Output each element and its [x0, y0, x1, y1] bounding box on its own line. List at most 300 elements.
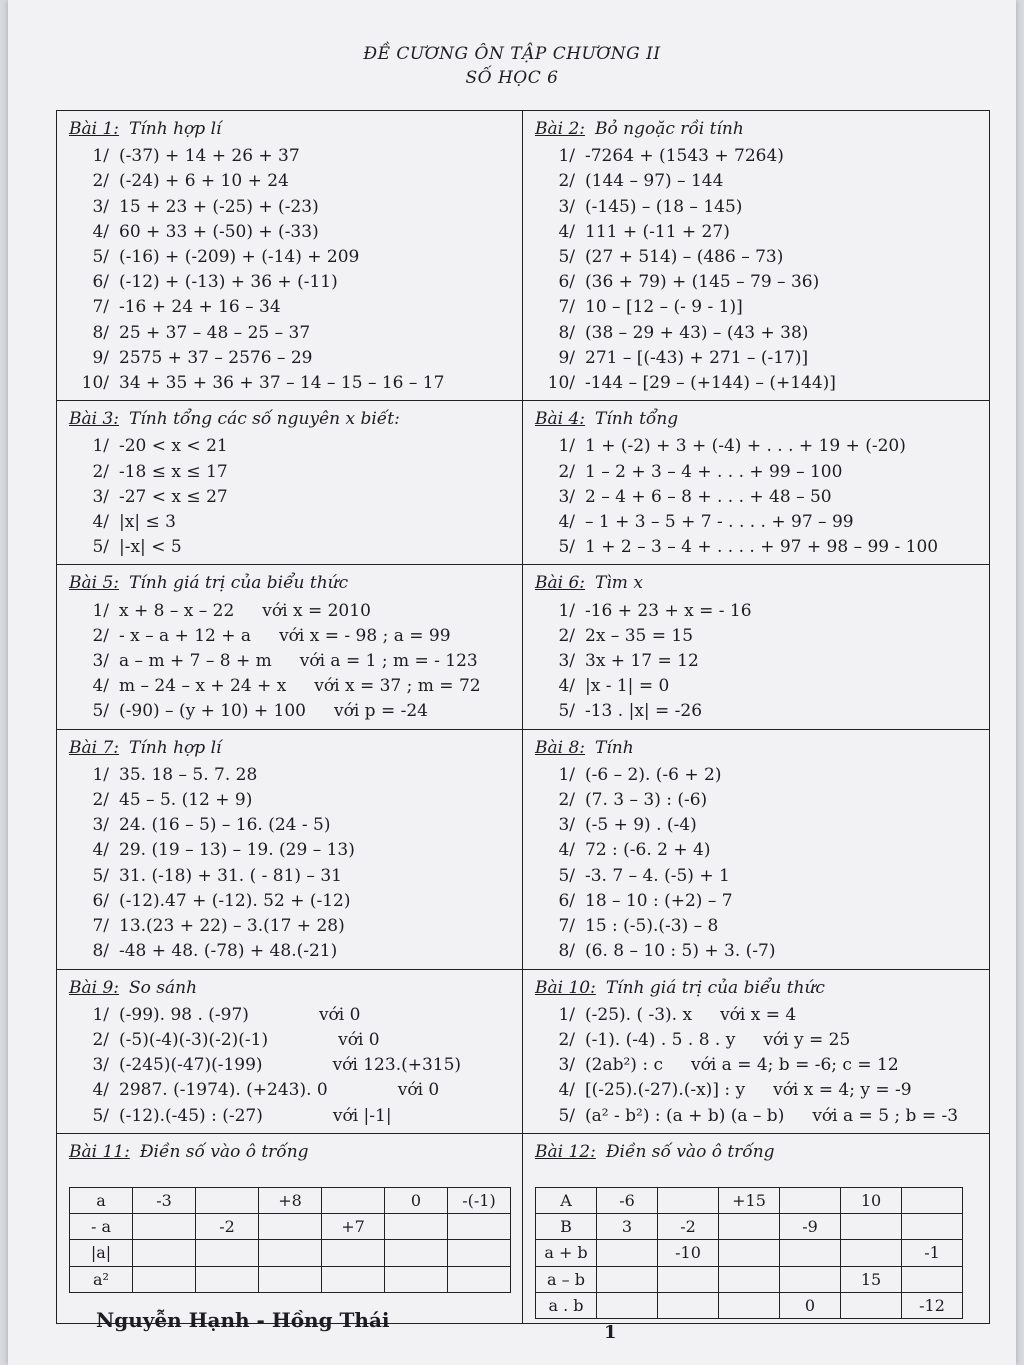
- problem-item: [535, 649, 979, 674]
- problem-item: [69, 1053, 512, 1078]
- problem-number: 2/: [558, 625, 575, 646]
- exercise-title: Tính: [595, 737, 634, 758]
- problem-expression: [119, 245, 512, 270]
- problem-condition: với x = 2010: [262, 600, 371, 621]
- problem-item: [69, 371, 512, 396]
- problem-number: 1/: [558, 146, 575, 167]
- expression-text: 10 – [12 – (- 9 - 1)]: [585, 297, 743, 318]
- answer-cell[interactable]: [658, 1266, 719, 1292]
- expression-text: 2 – 4 + 6 – 8 + . . . + 48 – 50: [585, 486, 832, 507]
- problem-expression: [119, 1078, 512, 1103]
- answer-cell: +7: [322, 1214, 385, 1240]
- problem-expression: [119, 535, 512, 560]
- problem-number: 1/: [558, 600, 575, 621]
- answer-cell: 0: [780, 1292, 841, 1318]
- exercise-10: [523, 970, 989, 1133]
- expression-text: 60 + 33 + (-50) + (-33): [119, 221, 319, 242]
- expression-text: -16 + 24 + 16 – 34: [119, 297, 281, 318]
- expression-text: (-12).(-45) : (-27): [119, 1105, 263, 1126]
- problem-expression: [119, 864, 512, 889]
- exercise-heading: [69, 571, 512, 596]
- exercise-3: [57, 401, 523, 564]
- problem-number: 5/: [92, 537, 109, 558]
- exercise-12: [523, 1134, 989, 1323]
- problem-number: 9/: [558, 347, 575, 368]
- table-row: [536, 1214, 963, 1240]
- expression-text: 35. 18 – 5. 7. 28: [119, 764, 258, 785]
- exercise-title: Bỏ ngoặc rồi tính: [595, 119, 744, 139]
- problem-item: [69, 1078, 512, 1103]
- answer-cell[interactable]: [196, 1240, 259, 1266]
- exercise-title: Điền số vào ô trống: [605, 1141, 775, 1162]
- expression-text: (-25). ( -3). x: [585, 1004, 693, 1025]
- problem-expression: [119, 649, 512, 674]
- expression-text: 24. (16 – 5) – 16. (24 - 5): [119, 815, 331, 836]
- problem-number: 8/: [92, 322, 109, 343]
- problem-item: [69, 460, 512, 485]
- problem-number: 8/: [92, 941, 109, 962]
- problem-number: 3/: [92, 196, 109, 217]
- exercise-title: Tính giá trị của biểu thức: [129, 573, 349, 594]
- answer-cell: -1: [902, 1240, 963, 1266]
- answer-cell[interactable]: [259, 1240, 322, 1266]
- problem-item: [535, 763, 979, 788]
- problem-expression: [585, 169, 979, 194]
- problem-number: 1/: [92, 146, 109, 167]
- problem-item: [535, 485, 979, 510]
- expression-text: (2ab²) : c: [585, 1055, 663, 1076]
- exercise-heading: [69, 117, 512, 142]
- problem-condition: với a = 5 ; b = -3: [812, 1105, 959, 1126]
- answer-cell[interactable]: [902, 1187, 963, 1213]
- table-row: [536, 1240, 963, 1266]
- answer-cell[interactable]: [658, 1187, 719, 1213]
- exercise-row: [57, 400, 989, 564]
- problem-item: [535, 624, 979, 649]
- expression-text: -16 + 23 + x = - 16: [585, 600, 752, 621]
- answer-cell[interactable]: [448, 1240, 511, 1266]
- problem-number: 4/: [558, 840, 575, 861]
- problem-item: [535, 346, 979, 371]
- expression-text: |x - 1| = 0: [585, 676, 670, 697]
- exercise-label: Bài 6:: [535, 573, 586, 594]
- problem-item: [535, 270, 979, 295]
- expression-text: 271 – [(-43) + 271 – (-17)]: [585, 347, 809, 368]
- expression-text: 2987. (-1974). (+243). 0: [119, 1080, 328, 1101]
- problem-number: 4/: [558, 512, 575, 533]
- exercise-1: [57, 111, 523, 400]
- problem-number: 5/: [92, 1105, 109, 1126]
- problem-expression: [585, 939, 979, 964]
- problem-item: [69, 220, 512, 245]
- answer-cell[interactable]: [719, 1266, 780, 1292]
- problem-expression: [585, 599, 979, 624]
- problem-number: 5/: [558, 247, 575, 268]
- problem-expression: [119, 1003, 512, 1028]
- answer-cell[interactable]: [259, 1214, 322, 1240]
- expression-text: x + 8 – x – 22: [119, 600, 235, 621]
- problem-condition: với p = -24: [334, 701, 428, 722]
- problem-condition: với y = 25: [763, 1029, 851, 1050]
- problem-expression: [119, 485, 512, 510]
- expression-text: (-37) + 14 + 26 + 37: [119, 146, 300, 167]
- problem-number: 8/: [558, 322, 575, 343]
- exercise-11: [57, 1134, 523, 1323]
- exercise-row: [57, 564, 989, 728]
- answer-cell: 3: [597, 1214, 658, 1240]
- problem-number: 1/: [92, 1004, 109, 1025]
- problem-number: 5/: [558, 1105, 575, 1126]
- exercise-title: Điền số vào ô trống: [139, 1141, 309, 1162]
- answer-cell[interactable]: [196, 1266, 259, 1292]
- problem-item: [535, 371, 979, 396]
- expression-text: -13 . |x| = -26: [585, 701, 703, 722]
- problem-number: 3/: [92, 651, 109, 672]
- expression-text: (-99). 98 . (-97): [119, 1004, 249, 1025]
- problem-expression: [119, 1053, 512, 1078]
- problem-number: 6/: [558, 272, 575, 293]
- answer-cell[interactable]: [841, 1240, 902, 1266]
- problem-item: [69, 788, 512, 813]
- expression-text: -18 ≤ x ≤ 17: [119, 461, 228, 482]
- problem-expression: [119, 788, 512, 813]
- answer-cell[interactable]: [780, 1187, 841, 1213]
- expression-text: (-1). (-4) . 5 . 8 . y: [585, 1029, 736, 1050]
- problem-number: 5/: [558, 865, 575, 886]
- expression-text: 3x + 17 = 12: [585, 651, 699, 672]
- problem-expression: [119, 270, 512, 295]
- exercise-heading: [535, 736, 979, 761]
- expression-text: (-245)(-47)(-199): [119, 1055, 263, 1076]
- problem-item: [69, 346, 512, 371]
- problem-item: [69, 195, 512, 220]
- answer-cell[interactable]: [133, 1214, 196, 1240]
- problem-expression: [119, 624, 512, 649]
- problem-number: 6/: [92, 890, 109, 911]
- worksheet-page: [8, 0, 1016, 1365]
- problem-number: 2/: [558, 790, 575, 811]
- problem-condition: với x = 37 ; m = 72: [314, 676, 481, 697]
- exercise-label: Bài 9:: [69, 977, 120, 998]
- problem-item: [69, 295, 512, 320]
- expression-text: (27 + 514) – (486 – 73): [585, 247, 784, 268]
- problem-number: 3/: [92, 1055, 109, 1076]
- exercise-heading: [69, 407, 512, 432]
- problem-expression: [585, 220, 979, 245]
- problem-expression: [585, 1028, 979, 1053]
- answer-cell: 0: [385, 1187, 448, 1213]
- problem-item: [69, 699, 512, 724]
- exercise-heading: [535, 1140, 979, 1165]
- problem-number: 3/: [558, 486, 575, 507]
- answer-cell: -6: [597, 1187, 658, 1213]
- problem-number: 2/: [92, 461, 109, 482]
- expression-text: -3. 7 – 4. (-5) + 1: [585, 865, 730, 886]
- problem-number: 5/: [558, 701, 575, 722]
- problem-number: 3/: [92, 815, 109, 836]
- expression-text: -20 < x < 21: [119, 436, 228, 457]
- exercise-heading: [535, 976, 979, 1001]
- problem-expression: [585, 763, 979, 788]
- expression-text: 25 + 37 – 48 – 25 – 37: [119, 322, 311, 343]
- answer-cell: -2: [196, 1214, 259, 1240]
- problem-item: [69, 813, 512, 838]
- problem-item: [535, 460, 979, 485]
- answer-cell[interactable]: [322, 1187, 385, 1213]
- answer-cell[interactable]: [385, 1214, 448, 1240]
- problem-item: [535, 813, 979, 838]
- answer-cell: -9: [780, 1214, 841, 1240]
- problem-expression: [585, 838, 979, 863]
- problem-item: [535, 169, 979, 194]
- expression-text: |x| ≤ 3: [119, 512, 176, 533]
- problem-number: 2/: [558, 461, 575, 482]
- problem-number: 3/: [558, 651, 575, 672]
- authors: Nguyễn Hạnh - Hồng Thái: [96, 1308, 390, 1332]
- problem-item: [535, 939, 979, 964]
- problem-number: 7/: [558, 916, 575, 937]
- problem-expression: [585, 674, 979, 699]
- answer-cell[interactable]: [841, 1214, 902, 1240]
- exercise-label: Bài 3:: [69, 409, 120, 430]
- exercise-row: [57, 1133, 989, 1323]
- problem-expression: [585, 1078, 979, 1103]
- answer-cell[interactable]: [719, 1292, 780, 1318]
- problem-number: 9/: [92, 347, 109, 368]
- expression-text: (-5)(-4)(-3)(-2)(-1): [119, 1029, 269, 1050]
- problem-number: 1/: [92, 600, 109, 621]
- answer-cell: -10: [658, 1240, 719, 1266]
- exercise-heading: [535, 407, 979, 432]
- table-row: [70, 1187, 511, 1213]
- exercise-title: Tìm x: [595, 573, 643, 594]
- exercise-label: Bài 12:: [535, 1141, 596, 1162]
- problem-expression: [585, 649, 979, 674]
- answer-cell: -2: [658, 1214, 719, 1240]
- problem-number: 1/: [558, 764, 575, 785]
- problem-item: [69, 624, 512, 649]
- document-subtitle: SỐ HỌC 6: [465, 68, 559, 88]
- problem-item: [69, 144, 512, 169]
- problem-expression: [585, 914, 979, 939]
- exercise-title: So sánh: [129, 977, 198, 998]
- row-header-cell: a²: [70, 1266, 133, 1292]
- problem-expression: [585, 699, 979, 724]
- exercise-label: Bài 1:: [69, 119, 120, 139]
- exercise-7: [57, 730, 523, 969]
- problem-number: 8/: [558, 941, 575, 962]
- answer-cell[interactable]: [902, 1266, 963, 1292]
- problem-number: 4/: [92, 676, 109, 697]
- answer-cell[interactable]: [597, 1266, 658, 1292]
- document-title: ĐỀ CƯƠNG ÔN TẬP CHƯƠNG II: [363, 44, 661, 64]
- answer-cell[interactable]: [780, 1240, 841, 1266]
- expression-text: 45 – 5. (12 + 9): [119, 790, 253, 811]
- problem-item: [69, 270, 512, 295]
- problem-expression: [119, 460, 512, 485]
- problem-number: 4/: [92, 512, 109, 533]
- problem-number: 1/: [92, 436, 109, 457]
- problem-number: 3/: [558, 1055, 575, 1076]
- problem-item: [69, 169, 512, 194]
- problem-expression: [585, 1003, 979, 1028]
- table-row: [536, 1187, 963, 1213]
- problem-number: 3/: [92, 486, 109, 507]
- answer-cell[interactable]: [597, 1292, 658, 1318]
- problem-item: [69, 838, 512, 863]
- problem-item: [535, 1053, 979, 1078]
- row-header-cell: |a|: [70, 1240, 133, 1266]
- answer-cell[interactable]: [385, 1240, 448, 1266]
- problem-expression: [119, 1104, 512, 1129]
- answer-cell[interactable]: [196, 1187, 259, 1213]
- problem-item: [535, 321, 979, 346]
- table-row: [536, 1266, 963, 1292]
- problem-number: 5/: [92, 701, 109, 722]
- answer-cell[interactable]: [322, 1240, 385, 1266]
- expression-text: -7264 + (1543 + 7264): [585, 146, 784, 167]
- exercise-label: Bài 10:: [535, 977, 596, 998]
- exercise-4: [523, 401, 989, 564]
- expression-text: -48 + 48. (-78) + 48.(-21): [119, 941, 338, 962]
- problem-expression: [585, 535, 979, 560]
- answer-cell[interactable]: [719, 1214, 780, 1240]
- expression-text: 15 : (-5).(-3) – 8: [585, 916, 719, 937]
- problem-expression: [119, 939, 512, 964]
- answer-cell[interactable]: [322, 1266, 385, 1292]
- row-header-cell: a: [70, 1187, 133, 1213]
- problem-expression: [119, 510, 512, 535]
- problem-item: [535, 510, 979, 535]
- expression-text: (a² - b²) : (a + b) (a – b): [585, 1105, 785, 1126]
- exercise-heading: [535, 117, 979, 142]
- problem-expression: [119, 674, 512, 699]
- exercise-9: [57, 970, 523, 1133]
- problem-number: 10/: [547, 373, 575, 394]
- answer-cell[interactable]: [902, 1214, 963, 1240]
- problem-number: 4/: [92, 221, 109, 242]
- answer-cell[interactable]: [448, 1214, 511, 1240]
- problem-number: 2/: [558, 1029, 575, 1050]
- problem-item: [69, 889, 512, 914]
- exercise-grid: [56, 110, 990, 1324]
- problem-item: [535, 434, 979, 459]
- problem-expression: [585, 295, 979, 320]
- exercise-title: Tính tổng: [595, 409, 679, 430]
- answer-cell: 15: [841, 1266, 902, 1292]
- problem-number: 4/: [92, 1080, 109, 1101]
- expression-text: m – 24 – x + 24 + x: [119, 676, 287, 697]
- exercise-label: Bài 4:: [535, 409, 586, 430]
- problem-number: 2/: [92, 1029, 109, 1050]
- problem-expression: [119, 295, 512, 320]
- expression-text: -144 – [29 – (+144) – (+144)]: [585, 373, 836, 394]
- problem-number: 4/: [558, 221, 575, 242]
- problem-expression: [585, 321, 979, 346]
- problem-item: [535, 220, 979, 245]
- problem-item: [69, 485, 512, 510]
- problem-item: [535, 1028, 979, 1053]
- answer-cell[interactable]: [841, 1292, 902, 1318]
- fill-in-table: [535, 1187, 963, 1319]
- problem-item: [535, 599, 979, 624]
- problem-expression: [585, 1053, 979, 1078]
- problem-expression: [119, 220, 512, 245]
- exercise-title: Tính hợp lí: [129, 737, 222, 758]
- row-header-cell: a + b: [536, 1240, 597, 1266]
- answer-cell: -12: [902, 1292, 963, 1318]
- problem-expression: [585, 460, 979, 485]
- expression-text: |-x| < 5: [119, 537, 182, 558]
- exercise-heading: [69, 736, 512, 761]
- problem-item: [69, 914, 512, 939]
- answer-cell[interactable]: [658, 1292, 719, 1318]
- problem-item: [535, 699, 979, 724]
- problem-item: [535, 1003, 979, 1028]
- problem-condition: với 0: [318, 1004, 361, 1025]
- answer-cell: -(-1): [448, 1187, 511, 1213]
- problem-expression: [119, 195, 512, 220]
- problem-item: [69, 1104, 512, 1129]
- row-header-cell: A: [536, 1187, 597, 1213]
- expression-text: 2575 + 37 – 2576 – 29: [119, 347, 313, 368]
- problem-expression: [585, 813, 979, 838]
- expression-text: 29. (19 – 13) – 19. (29 – 13): [119, 840, 355, 861]
- answer-cell[interactable]: [780, 1266, 841, 1292]
- problem-item: [535, 838, 979, 863]
- problem-item: [69, 510, 512, 535]
- problem-expression: [585, 434, 979, 459]
- expression-text: 34 + 35 + 36 + 37 – 14 – 15 – 16 – 17: [119, 373, 445, 394]
- expression-text: 72 : (-6. 2 + 4): [585, 840, 711, 861]
- row-header-cell: a – b: [536, 1266, 597, 1292]
- problem-number: 10/: [81, 373, 109, 394]
- problem-number: 1/: [558, 1004, 575, 1025]
- problem-item: [535, 914, 979, 939]
- answer-cell[interactable]: [385, 1266, 448, 1292]
- row-header-cell: - a: [70, 1214, 133, 1240]
- answer-cell[interactable]: [597, 1240, 658, 1266]
- problem-expression: [119, 1028, 512, 1053]
- problem-item: [69, 649, 512, 674]
- problem-item: [69, 674, 512, 699]
- problem-item: [69, 535, 512, 560]
- answer-cell[interactable]: [259, 1266, 322, 1292]
- problem-item: [69, 321, 512, 346]
- row-header-cell: a . b: [536, 1292, 597, 1318]
- exercise-2: [523, 111, 989, 400]
- answer-cell[interactable]: [719, 1240, 780, 1266]
- problem-expression: [119, 434, 512, 459]
- answer-cell[interactable]: [133, 1240, 196, 1266]
- exercise-title: Tính hợp lí: [129, 119, 222, 139]
- problem-item: [535, 245, 979, 270]
- expression-text: 15 + 23 + (-25) + (-23): [119, 196, 319, 217]
- answer-cell[interactable]: [133, 1266, 196, 1292]
- problem-number: 5/: [92, 247, 109, 268]
- expression-text: (-5 + 9) . (-4): [585, 815, 697, 836]
- problem-item: [69, 1003, 512, 1028]
- answer-cell[interactable]: [448, 1266, 511, 1292]
- problem-expression: [585, 270, 979, 295]
- exercise-label: Bài 8:: [535, 737, 586, 758]
- answer-cell: +15: [719, 1187, 780, 1213]
- exercise-heading: [69, 1140, 512, 1165]
- expression-text: (-90) – (y + 10) + 100: [119, 701, 306, 722]
- problem-number: 5/: [558, 537, 575, 558]
- problem-expression: [119, 321, 512, 346]
- table-row: [536, 1292, 963, 1318]
